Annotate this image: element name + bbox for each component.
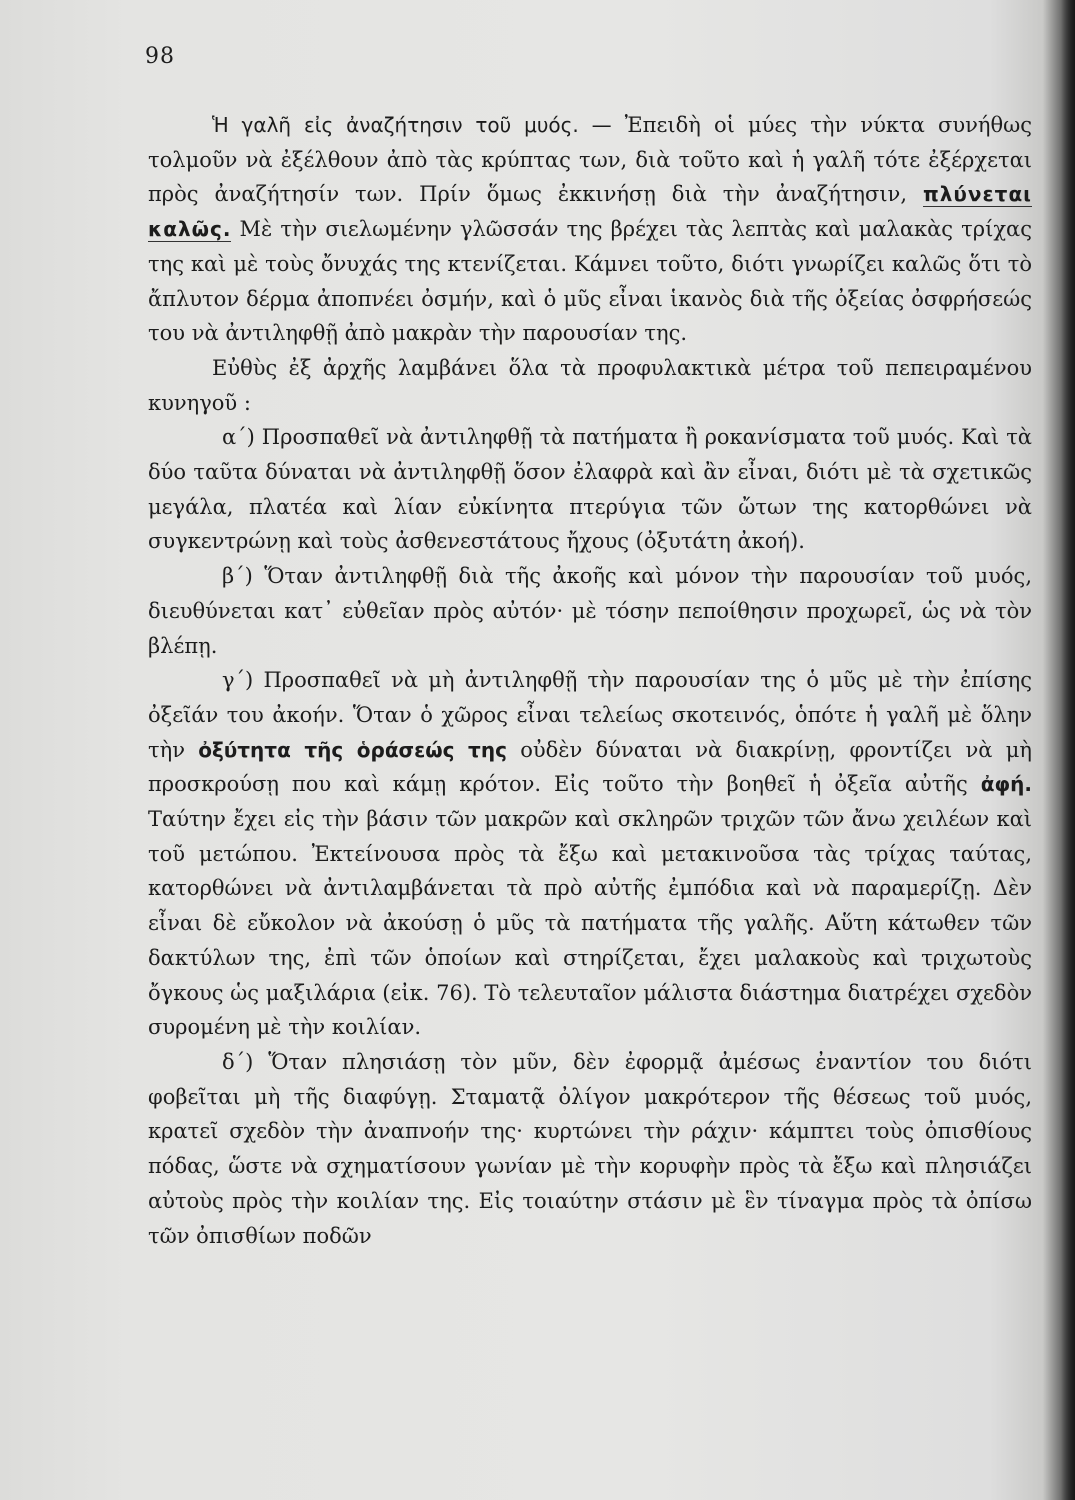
paragraph-1-text-a: Ἐπειδὴ οἱ μύες τὴν νύκτα συνήθως τολμοῦν νὰ ἐξέλθουν ἀπὸ τὰς κρύπτας των, διὰ τοῦτο καὶ ἡ γαλῆ τότε ἐξέρχεται πρὸς ἀναζήτησίν των. Πρίν ὅμως ἐκκινήσῃ διὰ τὴν ἀναζήτησιν, [148, 113, 1032, 207]
paragraph-5-text-b: οὐδὲν δύναται νὰ διακρίνῃ, φροντίζει νὰ μὴ προσκρούσῃ που καὶ κάμῃ κρότον. Εἰς τοῦτο τὴν βοηθεῖ ἡ ὀξεῖα αὐτῆς [148, 737, 1032, 797]
paragraph-5 [148, 663, 1032, 1045]
paragraph-2: Εὐθὺς ἐξ ἀρχῆς λαμβάνει ὅλα τὰ προφυλακτικὰ μέτρα τοῦ πεπειραμένου κυνηγοῦ : [148, 355, 1032, 415]
page-edge-shadow [1061, 0, 1075, 1500]
page-number: 98 [145, 44, 175, 69]
body-text [148, 108, 1032, 1253]
paragraph-5-text-a: γ΄) Προσπαθεῖ νὰ μὴ ἀντιληφθῇ τὴν παρουσίαν της ὁ μῦς μὲ τὴν ἐπίσης ὀξεῖάν του ἀκοήν. Ὅταν ὁ χῶρος εἶναι τελείως σκοτεινός, ὁπότε ἡ γαλῆ μὲ ὅλην τὴν [148, 668, 1032, 762]
paragraph-4: β΄) Ὅταν ἀντιληφθῇ διὰ τῆς ἀκοῆς καὶ μόνον τὴν παρουσίαν τοῦ μυός, διευθύνεται κατ᾿ εὐθεῖαν πρὸς αὐτόν· μὲ τόσην πεποίθησιν προχωρεῖ, ὡς νὰ τὸν βλέπῃ. [148, 564, 1032, 658]
emphasis-touch: ἀφή. [980, 772, 1032, 797]
paragraph-6: δ΄) Ὅταν πλησιάσῃ τὸν μῦν, δὲν ἐφορμᾷ ἀμέσως ἐναντίον του διότι φοβεῖται μὴ τῆς διαφύγῃ. Σταματᾷ ὀλίγον μακρότερον τῆς θέσεως τοῦ μυός, κρατεῖ σχεδὸν τὴν ἀναπνοήν της· κυρτώνει τὴν ράχιν· κάμπτει τοὺς ὀπισθίους πόδας, ὥστε νὰ σχηματίσουν γωνίαν μὲ τὴν κορυφὴν πρὸς τὰ ἔξω καὶ πλησιάζει αὐτοὺς πρὸς τὴν κοιλίαν της. Εἰς τοιαύτην στάσιν μὲ ἓν τίναγμα πρὸς τὰ ὀπίσω τῶν ὀπισθίων ποδῶν [148, 1049, 1032, 1248]
paragraph-5-text-c: Ταύτην ἔχει εἰς τὴν βάσιν τῶν μακρῶν καὶ σκληρῶν τριχῶν τῶν ἄνω χειλέων καὶ τοῦ μετώπου. Ἐκτείνουσα πρὸς τὰ ἔξω καὶ μετακινοῦσα τὰς τρίχας ταύτας, κατορθώνει νὰ ἀντιλαμβάνεται τὰ πρὸ αὐτῆς ἐμπόδια καὶ νὰ παραμερίζῃ. Δὲν εἶναι δὲ εὔκολον νὰ ἀκούσῃ ὁ μῦς τὰ πατήματα τῆς γαλῆς. Αὕτη κάτωθεν τῶν δακτύλων της, ἐπὶ τῶν ὁποίων καὶ στηρίζεται, ἔχει μαλακοὺς καὶ τριχωτοὺς ὄγκους ὡς μαξιλάρια (εἰκ. 76). Τὸ τελευταῖον μάλιστα διάστημα διατρέχει σχεδὸν συρομένη μὲ τὴν κοιλίαν. [148, 807, 1032, 1040]
emphasis-sharpness-of-sight: ὀξύτητα τῆς ὁράσεώς της [198, 737, 507, 762]
emphasis-washes-well: πλύνεται καλῶς. [148, 182, 1032, 242]
section-heading: Ἡ γαλῆ εἰς ἀναζήτησιν τοῦ μυός. — [212, 113, 612, 137]
paragraph-1-text-b: Μὲ τὴν σιελωμένην γλῶσσάν της βρέχει τὰς λεπτὰς καὶ μαλακὰς τρίχας της καὶ μὲ τοὺς ὄνυχάς της κτενίζεται. Κάμνει τοῦτο, διότι γνωρίζει καλῶς ὅτι τὸ ἄπλυτον δέρμα ἀποπνέει ὀσμήν, καὶ ὁ μῦς εἶναι ἱκανὸς διὰ τῆς ὀξείας ὀσφρήσεώς του νὰ ἀντιληφθῇ ἀπὸ μακρὰν τὴν παρουσίαν της. [148, 217, 1032, 346]
paragraph-1 [148, 108, 1032, 351]
paragraph-3: α΄) Προσπαθεῖ νὰ ἀντιληφθῇ τὰ πατήματα ἢ ροκανίσματα τοῦ μυός. Καὶ τὰ δύο ταῦτα δύναται νὰ ἀντιληφθῇ ὅσον ἐλαφρὰ καὶ ἂν εἶναι, διότι μὲ τὰ σχετικῶς μεγάλα, πλατέα καὶ λίαν εὐκίνητα πτερύγια τῶν ὤτων της κατορθώνει νὰ συγκεντρώνῃ καὶ τοὺς ἀσθενεστάτους ἤχους (ὀξυτάτη ἀκοή). [148, 425, 1032, 554]
